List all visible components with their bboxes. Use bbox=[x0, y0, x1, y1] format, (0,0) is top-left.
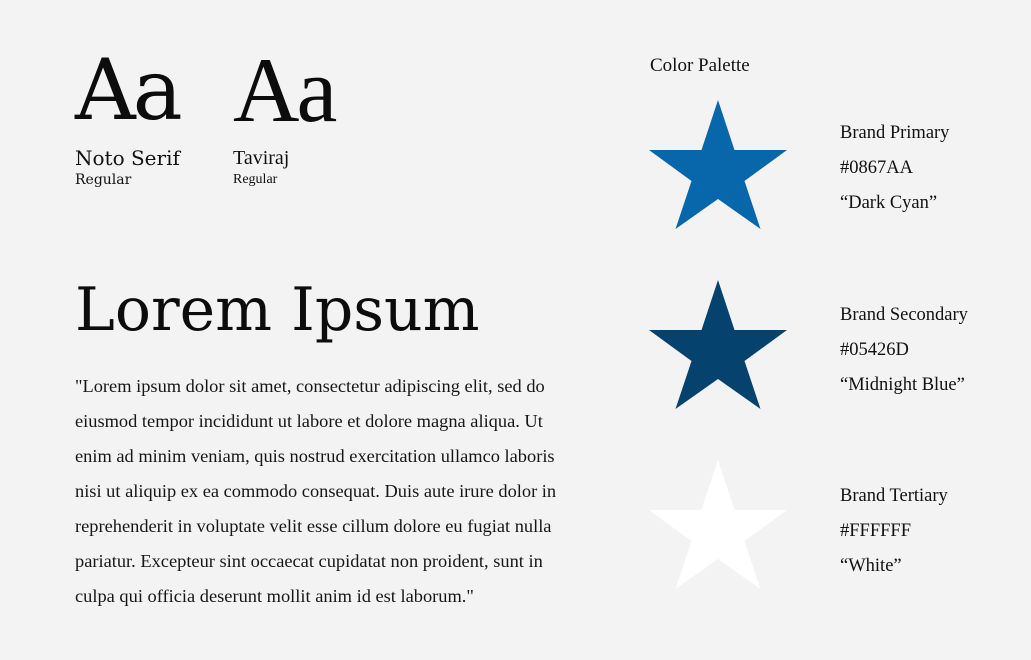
swatch-info-primary bbox=[840, 116, 949, 221]
swatch-hex: #0867AA bbox=[840, 158, 913, 178]
star-swatch-icon bbox=[648, 98, 788, 230]
font-name: Taviraj bbox=[233, 147, 290, 169]
swatch-label: Brand Primary bbox=[840, 123, 950, 143]
font-sample-taviraj bbox=[233, 39, 335, 188]
swatch-label: Brand Tertiary bbox=[840, 486, 948, 506]
swatch-label: Brand Secondary bbox=[840, 305, 968, 325]
star-swatch-icon bbox=[648, 278, 788, 410]
font-weight: Regular bbox=[75, 172, 132, 188]
swatch-hex: #05426D bbox=[840, 340, 909, 360]
font-name: Noto Serif bbox=[75, 146, 180, 170]
font-glyph-sample: Aa bbox=[233, 39, 335, 141]
swatch-info-secondary bbox=[840, 298, 968, 403]
swatch-color-name: “Midnight Blue” bbox=[840, 375, 965, 395]
star-swatch-shape bbox=[649, 460, 787, 589]
swatch-hex: #FFFFFF bbox=[840, 521, 911, 541]
swatch-info-tertiary bbox=[840, 479, 948, 584]
star-swatch-icon bbox=[648, 458, 788, 590]
star-swatch-shape bbox=[649, 100, 787, 229]
headline: Lorem Ipsum bbox=[75, 275, 480, 345]
swatch-color-name: “White” bbox=[840, 556, 902, 576]
star-swatch-shape bbox=[649, 280, 787, 409]
body-paragraph: "Lorem ipsum dolor sit amet, consectetur adipiscing elit, sed do eiusmod tempor incididunt ut labore et dolore magna aliqua. Ut enim ad minim veniam, quis nostrud exercitation ullamco laboris nisi ut aliquip ex ea commodo consequat. Duis aute irure dolor in reprehenderit in voluptate velit esse cillum dolore eu fugiat nulla pariatur. Excepteur sint occaecat cupidatat non proident, sunt in culpa qui officia deserunt mollit anim id est laborum." bbox=[75, 376, 557, 606]
palette-title: Color Palette bbox=[650, 55, 750, 76]
font-sample-noto-serif bbox=[75, 41, 180, 188]
font-glyph-sample: Aa bbox=[75, 41, 180, 139]
font-weight: Regular bbox=[233, 172, 278, 187]
swatch-color-name: “Dark Cyan” bbox=[840, 193, 938, 213]
